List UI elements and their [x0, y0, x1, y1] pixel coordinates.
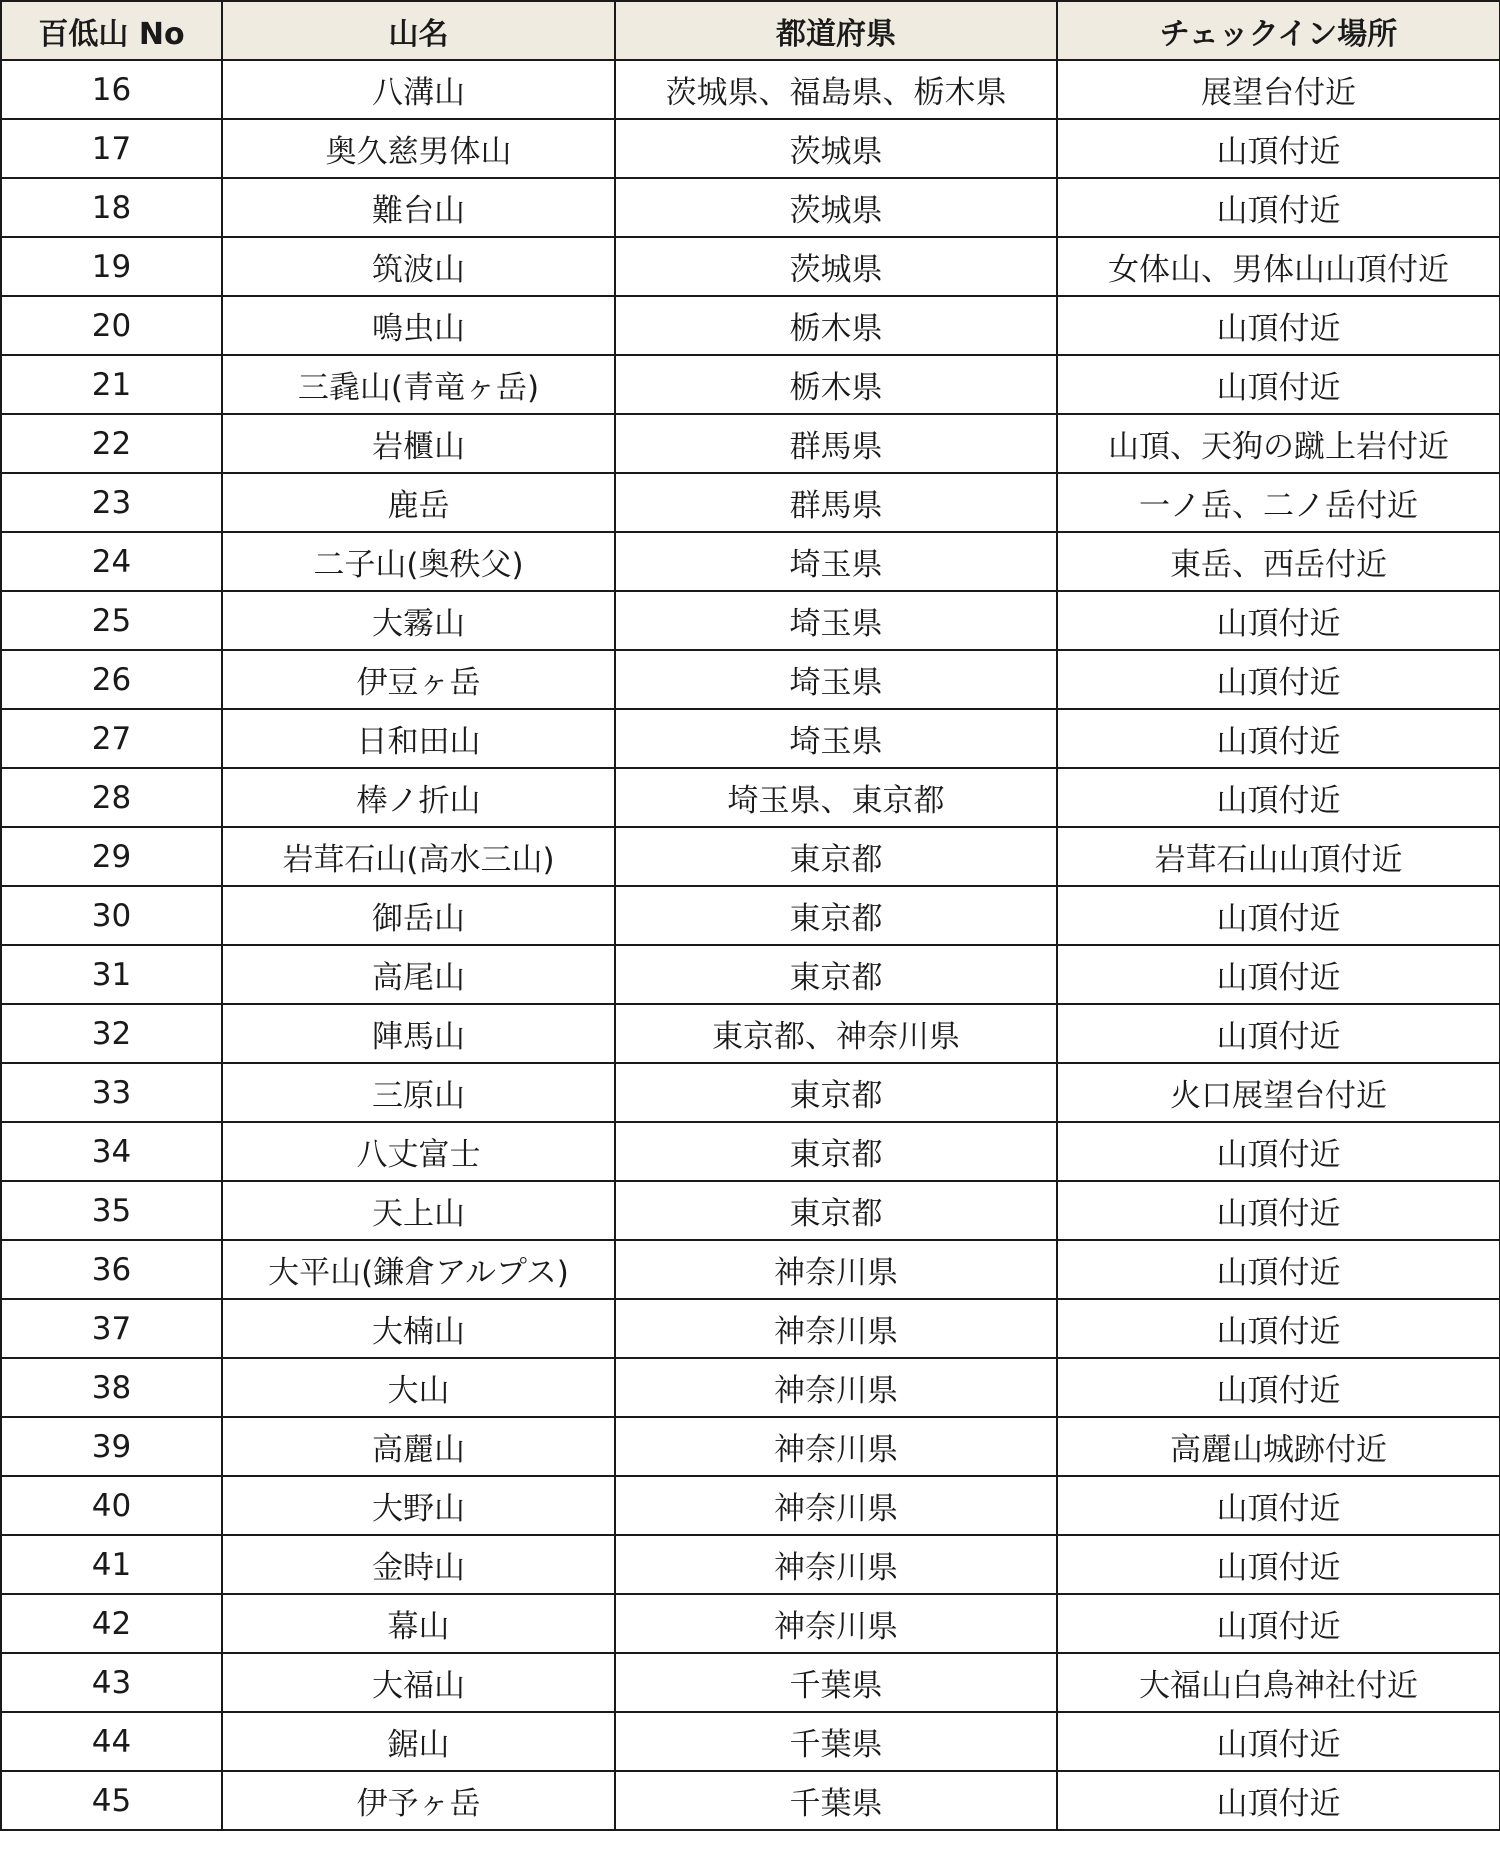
cell-checkin-location: 山頂付近 — [1057, 1004, 1500, 1063]
cell-prefecture: 神奈川県 — [615, 1240, 1057, 1299]
cell-number: 19 — [1, 237, 222, 296]
cell-mountain-name: 大楠山 — [222, 1299, 615, 1358]
cell-number: 27 — [1, 709, 222, 768]
table-row — [1, 1240, 1500, 1299]
table-row — [1, 650, 1500, 709]
cell-checkin-location: 山頂付近 — [1057, 296, 1500, 355]
cell-number: 26 — [1, 650, 222, 709]
cell-prefecture: 神奈川県 — [615, 1594, 1057, 1653]
cell-mountain-name: 大平山(鎌倉アルプス) — [222, 1240, 615, 1299]
cell-checkin-location: 山頂付近 — [1057, 355, 1500, 414]
table-row — [1, 296, 1500, 355]
table-row — [1, 827, 1500, 886]
cell-number: 44 — [1, 1712, 222, 1771]
table-row — [1, 1476, 1500, 1535]
cell-mountain-name: 高麗山 — [222, 1417, 615, 1476]
cell-number: 16 — [1, 60, 222, 119]
cell-number: 20 — [1, 296, 222, 355]
cell-mountain-name: 伊豆ヶ岳 — [222, 650, 615, 709]
cell-mountain-name: 鳴虫山 — [222, 296, 615, 355]
cell-checkin-location: 山頂付近 — [1057, 945, 1500, 1004]
cell-mountain-name: 大福山 — [222, 1653, 615, 1712]
cell-number: 42 — [1, 1594, 222, 1653]
cell-checkin-location: 山頂、天狗の蹴上岩付近 — [1057, 414, 1500, 473]
cell-prefecture: 群馬県 — [615, 473, 1057, 532]
cell-number: 38 — [1, 1358, 222, 1417]
cell-checkin-location: 山頂付近 — [1057, 1181, 1500, 1240]
cell-checkin-location: 山頂付近 — [1057, 1535, 1500, 1594]
table-row — [1, 945, 1500, 1004]
cell-checkin-location: 山頂付近 — [1057, 1122, 1500, 1181]
cell-mountain-name: 奥久慈男体山 — [222, 119, 615, 178]
cell-mountain-name: 大山 — [222, 1358, 615, 1417]
cell-prefecture: 埼玉県 — [615, 709, 1057, 768]
cell-mountain-name: 大野山 — [222, 1476, 615, 1535]
cell-number: 34 — [1, 1122, 222, 1181]
cell-checkin-location: 山頂付近 — [1057, 1476, 1500, 1535]
table-row — [1, 178, 1500, 237]
cell-checkin-location: 東岳、西岳付近 — [1057, 532, 1500, 591]
cell-prefecture: 東京都 — [615, 886, 1057, 945]
header-number: 百低山 No — [1, 1, 222, 60]
cell-number: 30 — [1, 886, 222, 945]
cell-checkin-location: 女体山、男体山山頂付近 — [1057, 237, 1500, 296]
cell-mountain-name: 三毳山(青竜ヶ岳) — [222, 355, 615, 414]
cell-prefecture: 千葉県 — [615, 1771, 1057, 1830]
cell-prefecture: 茨城県 — [615, 178, 1057, 237]
table-row — [1, 709, 1500, 768]
table-row — [1, 1358, 1500, 1417]
cell-mountain-name: 御岳山 — [222, 886, 615, 945]
table-row — [1, 119, 1500, 178]
header-row — [1, 1, 1500, 60]
cell-number: 22 — [1, 414, 222, 473]
cell-number: 43 — [1, 1653, 222, 1712]
table-row — [1, 1299, 1500, 1358]
cell-mountain-name: 二子山(奥秩父) — [222, 532, 615, 591]
cell-mountain-name: 日和田山 — [222, 709, 615, 768]
cell-checkin-location: 火口展望台付近 — [1057, 1063, 1500, 1122]
cell-prefecture: 群馬県 — [615, 414, 1057, 473]
cell-checkin-location: 山頂付近 — [1057, 591, 1500, 650]
cell-mountain-name: 岩櫃山 — [222, 414, 615, 473]
table-row — [1, 1653, 1500, 1712]
cell-number: 35 — [1, 1181, 222, 1240]
cell-prefecture: 神奈川県 — [615, 1299, 1057, 1358]
cell-mountain-name: 三原山 — [222, 1063, 615, 1122]
cell-mountain-name: 幕山 — [222, 1594, 615, 1653]
cell-number: 32 — [1, 1004, 222, 1063]
cell-number: 29 — [1, 827, 222, 886]
cell-number: 25 — [1, 591, 222, 650]
cell-checkin-location: 山頂付近 — [1057, 650, 1500, 709]
cell-checkin-location: 山頂付近 — [1057, 1771, 1500, 1830]
cell-prefecture: 東京都 — [615, 827, 1057, 886]
table-row — [1, 1535, 1500, 1594]
table-row — [1, 1004, 1500, 1063]
cell-prefecture: 茨城県 — [615, 119, 1057, 178]
cell-prefecture: 茨城県、福島県、栃木県 — [615, 60, 1057, 119]
table-row — [1, 886, 1500, 945]
cell-mountain-name: 大霧山 — [222, 591, 615, 650]
cell-number: 36 — [1, 1240, 222, 1299]
cell-checkin-location: 山頂付近 — [1057, 1594, 1500, 1653]
table-row — [1, 768, 1500, 827]
cell-number: 28 — [1, 768, 222, 827]
cell-mountain-name: 鹿岳 — [222, 473, 615, 532]
table-row — [1, 1417, 1500, 1476]
cell-number: 31 — [1, 945, 222, 1004]
table-row — [1, 473, 1500, 532]
cell-prefecture: 埼玉県 — [615, 591, 1057, 650]
table-row — [1, 591, 1500, 650]
cell-checkin-location: 山頂付近 — [1057, 1712, 1500, 1771]
cell-prefecture: 東京都 — [615, 1063, 1057, 1122]
cell-mountain-name: 鋸山 — [222, 1712, 615, 1771]
cell-prefecture: 神奈川県 — [615, 1358, 1057, 1417]
table-row — [1, 1594, 1500, 1653]
cell-prefecture: 東京都 — [615, 945, 1057, 1004]
cell-number: 41 — [1, 1535, 222, 1594]
cell-prefecture: 埼玉県、東京都 — [615, 768, 1057, 827]
cell-prefecture: 神奈川県 — [615, 1417, 1057, 1476]
cell-mountain-name: 陣馬山 — [222, 1004, 615, 1063]
table-row — [1, 1063, 1500, 1122]
cell-mountain-name: 金時山 — [222, 1535, 615, 1594]
cell-number: 40 — [1, 1476, 222, 1535]
cell-number: 17 — [1, 119, 222, 178]
cell-checkin-location: 山頂付近 — [1057, 886, 1500, 945]
header-mountain-name: 山名 — [222, 1, 615, 60]
cell-prefecture: 東京都 — [615, 1181, 1057, 1240]
cell-number: 23 — [1, 473, 222, 532]
cell-mountain-name: 天上山 — [222, 1181, 615, 1240]
cell-checkin-location: 山頂付近 — [1057, 119, 1500, 178]
table-row — [1, 355, 1500, 414]
cell-checkin-location: 山頂付近 — [1057, 178, 1500, 237]
table-row — [1, 1712, 1500, 1771]
cell-prefecture: 神奈川県 — [615, 1535, 1057, 1594]
cell-number: 39 — [1, 1417, 222, 1476]
table-row — [1, 237, 1500, 296]
cell-mountain-name: 高尾山 — [222, 945, 615, 1004]
cell-prefecture: 茨城県 — [615, 237, 1057, 296]
cell-checkin-location: 高麗山城跡付近 — [1057, 1417, 1500, 1476]
cell-number: 37 — [1, 1299, 222, 1358]
cell-prefecture: 栃木県 — [615, 296, 1057, 355]
table-row — [1, 1181, 1500, 1240]
header-checkin-location: チェックイン場所 — [1057, 1, 1500, 60]
cell-mountain-name: 棒ノ折山 — [222, 768, 615, 827]
cell-number: 45 — [1, 1771, 222, 1830]
cell-number: 18 — [1, 178, 222, 237]
cell-checkin-location: 大福山白鳥神社付近 — [1057, 1653, 1500, 1712]
cell-checkin-location: 山頂付近 — [1057, 1358, 1500, 1417]
cell-checkin-location: 展望台付近 — [1057, 60, 1500, 119]
cell-prefecture: 千葉県 — [615, 1712, 1057, 1771]
cell-prefecture: 東京都 — [615, 1122, 1057, 1181]
cell-prefecture: 埼玉県 — [615, 532, 1057, 591]
cell-checkin-location: 山頂付近 — [1057, 1299, 1500, 1358]
table-row — [1, 1122, 1500, 1181]
cell-checkin-location: 山頂付近 — [1057, 709, 1500, 768]
cell-mountain-name: 八溝山 — [222, 60, 615, 119]
cell-prefecture: 埼玉県 — [615, 650, 1057, 709]
cell-checkin-location: 山頂付近 — [1057, 1240, 1500, 1299]
cell-number: 33 — [1, 1063, 222, 1122]
cell-checkin-location: 一ノ岳、二ノ岳付近 — [1057, 473, 1500, 532]
cell-checkin-location: 山頂付近 — [1057, 768, 1500, 827]
table-row — [1, 60, 1500, 119]
cell-mountain-name: 筑波山 — [222, 237, 615, 296]
cell-prefecture: 千葉県 — [615, 1653, 1057, 1712]
table-row — [1, 532, 1500, 591]
cell-number: 24 — [1, 532, 222, 591]
table-row — [1, 414, 1500, 473]
cell-mountain-name: 岩茸石山(高水三山) — [222, 827, 615, 886]
header-prefecture: 都道府県 — [615, 1, 1057, 60]
cell-mountain-name: 難台山 — [222, 178, 615, 237]
cell-checkin-location: 岩茸石山山頂付近 — [1057, 827, 1500, 886]
table-body — [1, 60, 1500, 1830]
cell-mountain-name: 伊予ヶ岳 — [222, 1771, 615, 1830]
cell-prefecture: 東京都、神奈川県 — [615, 1004, 1057, 1063]
cell-prefecture: 栃木県 — [615, 355, 1057, 414]
cell-prefecture: 神奈川県 — [615, 1476, 1057, 1535]
cell-number: 21 — [1, 355, 222, 414]
cell-mountain-name: 八丈富士 — [222, 1122, 615, 1181]
table-row — [1, 1771, 1500, 1830]
